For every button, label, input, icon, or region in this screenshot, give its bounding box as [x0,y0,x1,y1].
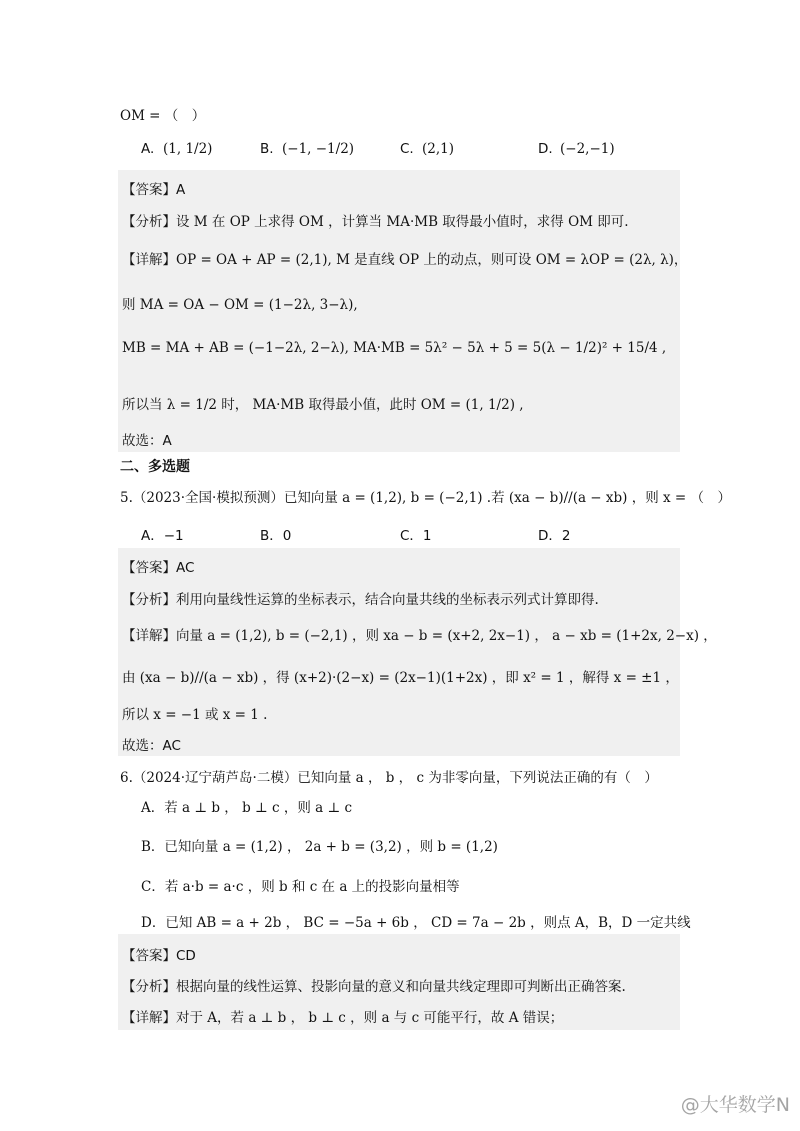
q4-option-b-value: (−1, −1/2) [282,141,355,157]
q4-analysis: 【分析】设 M 在 OP 上求得 OM ，计算当 MA·MB 取得最小值时，求得 OM 即可. [122,214,629,230]
q6-option-c: C．若 a·b = a·c ，则 b 和 c 在 a 上的投影向量相等 [141,879,460,895]
q4-detail-2: 则 MA = OA − OM = (1−2λ, 3−λ), [122,297,358,313]
q6-analysis: 【分析】根据向量的线性运算、投影向量的意义和向量共线定理即可判断出正确答案. [122,979,626,995]
q5-stem: 5.（2023·全国·模拟预测）已知向量 a = (1,2), b = (−2,1) .若 (xa − b)//(a − xb) ，则 x = （ ） [120,490,732,506]
q6-option-a: A．若 a ⊥ b ， b ⊥ c ，则 a ⊥ c [141,800,353,816]
q5-detail-2: 由 (xa − b)//(a − xb) ，得 (x+2)·(2−x) = (2x−1)(1+2x) ，即 x² = 1 ，解得 x = ±1 ， [122,670,679,686]
section-title: 二、多选题 [120,459,190,475]
q4-answer: 【答案】A [122,182,186,198]
q5-analysis: 【分析】利用向量线性运算的坐标表示，结合向量共线的坐标表示列式计算即得. [122,592,599,608]
watermark-text: @大华数学N [680,1094,790,1116]
q6-detail-1: 【详解】对于 A，若 a ⊥ b ， b ⊥ c ，则 a 与 c 可能平行，故 A 错误； [122,1010,564,1026]
q4-option-a-value: (1, 1/2) [163,141,213,157]
q4-option-d-label: D. [538,141,553,157]
q4-conclusion: 故选：A [122,433,172,449]
q5-conclusion: 故选：AC [122,738,181,754]
q4-detail-1: 【详解】OP = OA + AP = (2,1), M 是直线 OP 上的动点，则可设 OM = λOP = (2λ, λ)， [122,252,688,268]
q4-stem: OM = （ ） [120,108,206,124]
q5-option-b: B．0 [260,528,292,544]
q5-detail-1: 【详解】向量 a = (1,2), b = (−2,1) ，则 xa − b = (x+2, 2x−1) ， a − xb = (1+2x, 2−x) ， [122,628,717,644]
q6-option-d: D．已知 AB = a + 2b ， BC = −5a + 6b ， CD = 7a − 2b ，则点 A，B，D 一定共线 [141,915,691,931]
q4-option-d-value: (−2,−1) [560,141,615,157]
q5-option-a: A．−1 [141,528,184,544]
q4-option-a-label: A. [141,141,155,157]
q4-detail-4: 所以当 λ = 1/2 时， MA·MB 取得最小值，此时 OM = (1, 1/2) , [122,397,524,413]
q5-option-d: D．2 [538,528,571,544]
q5-detail-3: 所以 x = −1 或 x = 1 . [122,707,268,723]
q6-stem: 6.（2024·辽宁葫芦岛·二模）已知向量 a ， b ， c 为非零向量，下列说法正确的有（ ） [120,770,658,786]
q5-answer: 【答案】AC [122,560,195,576]
q6-answer: 【答案】CD [122,948,196,964]
q5-option-c: C．1 [400,528,432,544]
q4-detail-3: MB = MA + AB = (−1−2λ, 2−λ), MA·MB = 5λ² − 5λ + 5 = 5(λ − 1/2)² + 15/4 , [122,340,667,356]
q5-solution-box [118,548,680,756]
q4-option-b-label: B. [260,141,274,157]
q4-option-c-label: C. [400,141,414,157]
q6-option-b: B．已知向量 a = (1,2) ， 2a + b = (3,2) ，则 b = (1,2) [141,839,498,855]
q4-option-c-value: (2,1) [422,141,455,157]
